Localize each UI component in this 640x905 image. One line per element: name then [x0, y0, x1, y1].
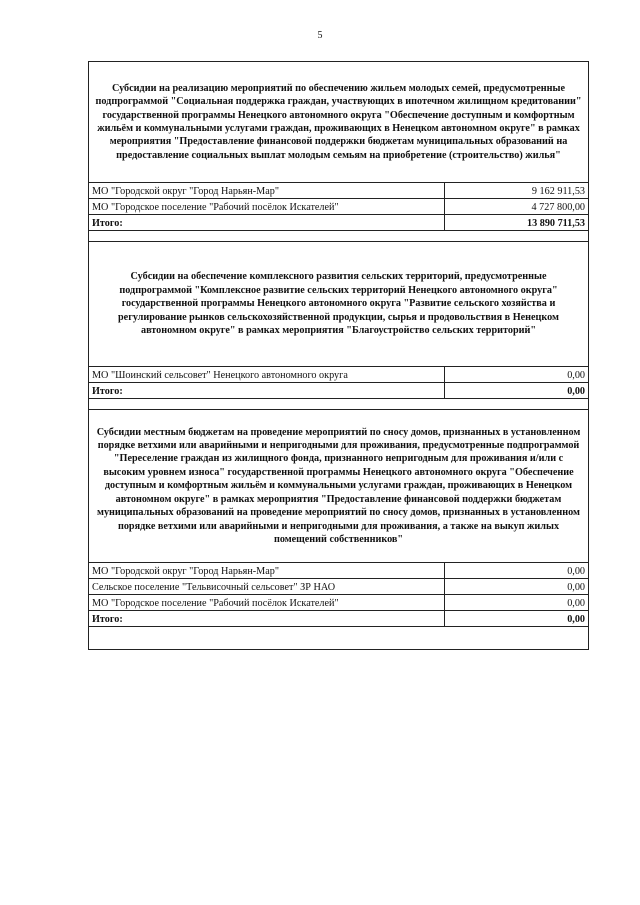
table-row — [89, 199, 589, 215]
subsidies-table — [88, 61, 589, 650]
section-heading: Субсидии местным бюджетам на проведение мероприятий по сносу домов, признанных в установленном порядке ветхими или аварийными и непригодными для проживания, предусмотренные подпрограммой "Переселение граждан из жилищного фонда, признанного непригодным для проживания и/или с высоким уровнем износа" государственной программы Ненецкого автономного округа "Обеспечение доступным и комфортным жильём и коммунальными услугами граждан, проживающих в Ненецком автономном округе" в рамках мероприятия "Предоставление финансовой поддержки бюджетам муниципальных образований на проведение мероприятий по сносу домов, признанных в установленном порядке ветхими или аварийными и непригодными для проживания, а также на выкуп жилых помещений собственников" — [89, 410, 589, 563]
total-row — [89, 215, 589, 231]
total-row — [89, 611, 589, 627]
section-1-heading-row — [89, 62, 589, 183]
amount-value: 0,00 — [445, 579, 589, 595]
table-row — [89, 183, 589, 199]
municipality-name: МО "Городской округ "Город Нарьян-Мар" — [89, 183, 445, 199]
total-value: 0,00 — [445, 611, 589, 627]
spacer-row — [89, 399, 589, 410]
amount-value: 0,00 — [445, 595, 589, 611]
section-3-heading-row — [89, 410, 589, 563]
spacer-row — [89, 231, 589, 242]
table-row — [89, 595, 589, 611]
amount-value: 4 727 800,00 — [445, 199, 589, 215]
total-value: 13 890 711,53 — [445, 215, 589, 231]
municipality-name: МО "Городской округ "Город Нарьян-Мар" — [89, 563, 445, 579]
spacer-cell — [89, 231, 589, 242]
spacer-row — [89, 627, 589, 650]
table-row — [89, 579, 589, 595]
municipality-name: МО "Шоинский сельсовет" Ненецкого автономного округа — [89, 367, 445, 383]
total-value: 0,00 — [445, 383, 589, 399]
table-row — [89, 563, 589, 579]
spacer-cell — [89, 399, 589, 410]
page-number: 5 — [317, 30, 323, 41]
amount-value: 0,00 — [445, 367, 589, 383]
total-row — [89, 383, 589, 399]
total-label: Итого: — [89, 611, 445, 627]
total-label: Итого: — [89, 383, 445, 399]
section-heading: Субсидии на обеспечение комплексного развития сельских территорий, предусмотренные подпрограммой "Комплексное развитие сельских территорий Ненецкого автономного округа" государственной программы Ненецкого автономного округа "Развитие сельского хозяйства и регулирование рынков сельскохозяйственной продукции, сырья и продовольствия в Ненецком автономном округе" в рамках мероприятия "Благоустройство сельских территорий" — [89, 242, 589, 367]
table-row — [89, 367, 589, 383]
municipality-name: МО "Городское поселение "Рабочий посёлок Искателей" — [89, 199, 445, 215]
amount-value: 9 162 911,53 — [445, 183, 589, 199]
section-2-heading-row — [89, 242, 589, 367]
spacer-cell — [89, 627, 589, 650]
municipality-name: Сельское поселение "Тельвисочный сельсовет" ЗР НАО — [89, 579, 445, 595]
amount-value: 0,00 — [445, 563, 589, 579]
section-heading: Субсидии на реализацию мероприятий по обеспечению жильем молодых семей, предусмотренные подпрограммой "Социальная поддержка граждан, участвующих в ипотечном жилищном кредитовании" государственной программы Ненецкого автономного округа "Обеспечение доступным и комфортным жильём и коммунальными услугами граждан, проживающих в Ненецком автономном округе" в рамках мероприятия "Предоставление финансовой поддержки бюджетам муниципальных образований на предоставление социальных выплат молодым семьям на приобретение (строительство) жилья" — [89, 62, 589, 183]
municipality-name: МО "Городское поселение "Рабочий посёлок Искателей" — [89, 595, 445, 611]
total-label: Итого: — [89, 215, 445, 231]
